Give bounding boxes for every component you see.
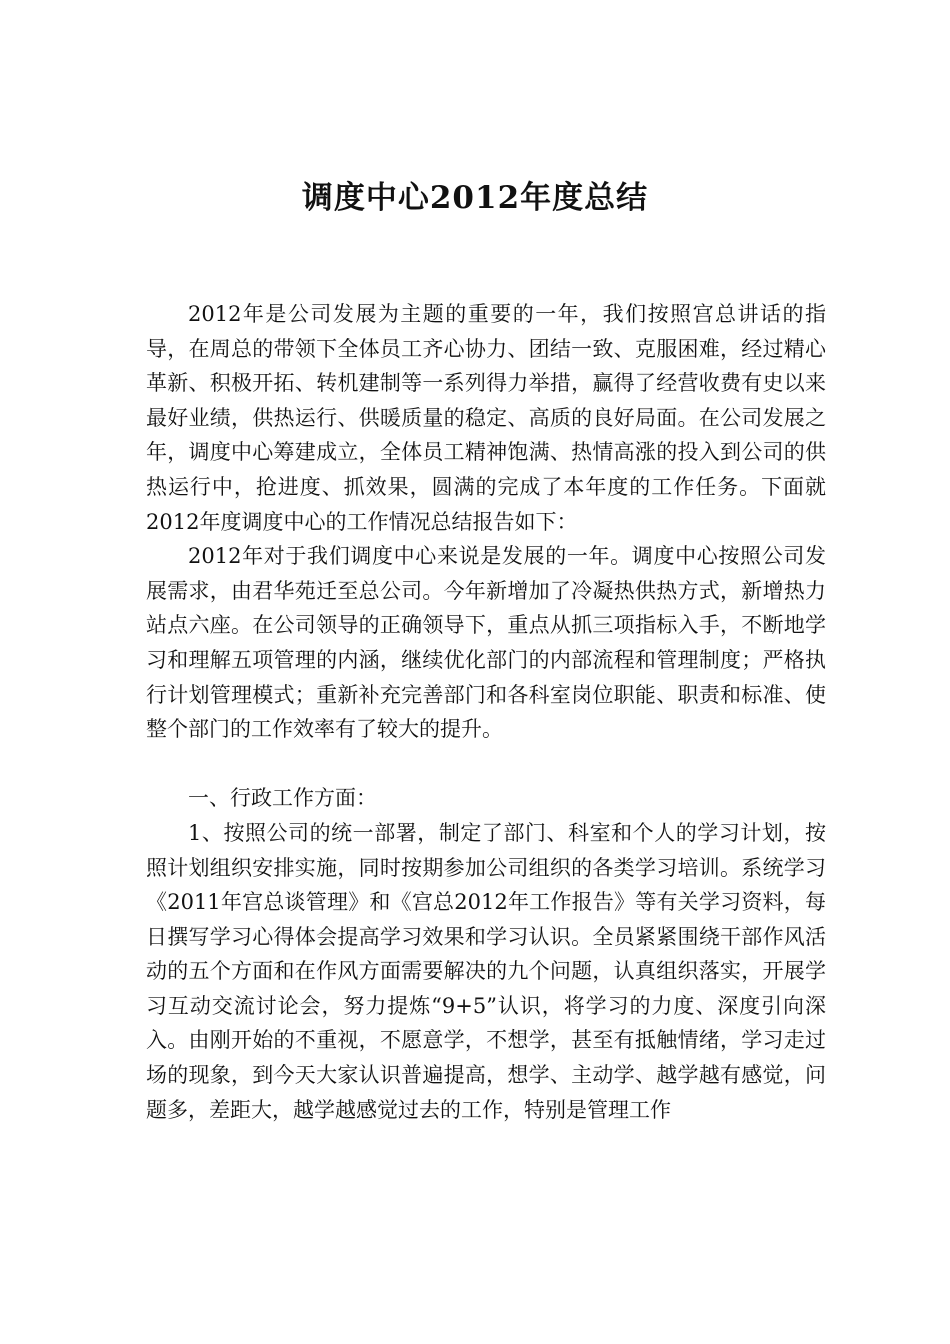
paragraph-intro: 2012年是公司发展为主题的重要的一年，我们按照宫总讲话的指导，在周总的带领下全体员工齐心协力、团结一致、克服困难，经过精心革新、积极开拓、转机建制等一系列得力举措，赢得了经营收费有史以来最好业绩，供热运行、供暖质量的稳定、高质的良好局面。在公司发展之年，调度中心筹建成立，全体员工精神饱满、热情高涨的投入到公司的供热运行中，抢进度、抓效果，圆满的完成了本年度的工作任务。下面就2012年度调度中心的工作情况总结报告如下： xyxy=(146,302,826,534)
document-body xyxy=(146,297,826,1127)
section-heading: 一、行政工作方面： xyxy=(188,786,377,811)
section-paragraph: 1、按照公司的统一部署，制定了部门、科室和个人的学习计划，按照计划组织安排实施，同时按期参加公司组织的各类学习培训。系统学习《2011年宫总谈管理》和《宫总2012年工作报告》等有关学习资料，每日撰写学习心得体会提高学习效果和学习认识。全员紧紧围绕干部作风活动的五个方面和在作风方面需要解决的九个问题，认真组织落实，开展学习互动交流讨论会，努力提炼“9+5”认识，将学习的力度、深度引向深入。由刚开始的不重视，不愿意学，不想学，甚至有抵触情绪，学习走过场的现象，到今天大家认识普遍提高，想学、主动学、越学越有感觉，问题多，差距大，越学越感觉过去的工作，特别是管理工作 xyxy=(146,820,826,1122)
document-title: 调度中心2012年度总结 xyxy=(301,180,649,216)
paragraph-development: 2012年对于我们调度中心来说是发展的一年。调度中心按照公司发展需求，由君华苑迁至总公司。今年新增加了冷凝热供热方式，新增热力站点六座。在公司领导的正确领导下，重点从抓三项指标入手，不断地学习和理解五项管理的内涵，继续优化部门的内部流程和管理制度；严格执行计划管理模式；重新补充完善部门和各科室岗位职能、职责和标准、使整个部门的工作效率有了较大的提升。 xyxy=(146,544,826,742)
